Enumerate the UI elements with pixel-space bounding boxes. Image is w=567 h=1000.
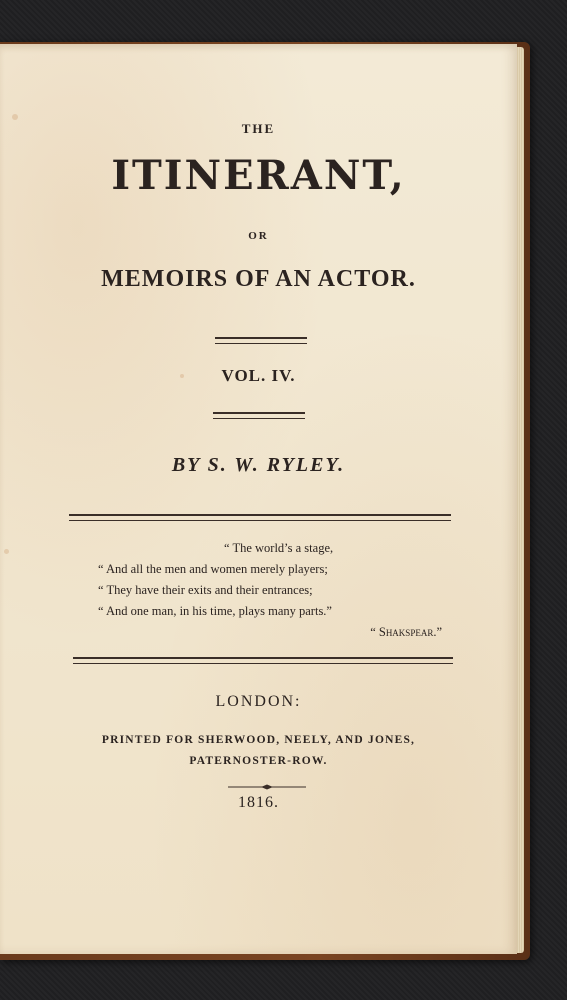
book-title: ITINERANT, — [111, 152, 406, 199]
imprint-printer: PRINTED FOR SHERWOOD, NEELY, AND JONES, — [101, 734, 416, 746]
author-byline: BY S. W. RYLEY. — [171, 454, 346, 476]
epigraph — [98, 538, 448, 643]
book-subtitle: MEMOIRS OF AN ACTOR. — [101, 266, 416, 292]
title-article: THE — [241, 121, 276, 136]
epigraph-attribution: “ Shakspear.” — [370, 625, 442, 639]
title-page — [0, 44, 517, 954]
epigraph-line: “ And one man, in his time, plays many parts.” — [98, 604, 332, 618]
title-conjunction: OR — [248, 230, 269, 242]
epigraph-line: “ They have their exits and their entrances; — [98, 583, 313, 597]
divider-rule — [213, 412, 305, 419]
ornament-rule-icon — [228, 784, 306, 790]
divider-rule — [215, 337, 307, 344]
imprint-address: PATERNOSTER-ROW. — [189, 755, 328, 767]
epigraph-line: “ And all the men and women merely players; — [98, 562, 328, 576]
foxing-spot — [4, 549, 9, 554]
epigraph-top-rule — [69, 514, 451, 521]
epigraph-bottom-rule — [73, 657, 453, 664]
volume-number: VOL. IV. — [221, 366, 296, 385]
foxing-spot — [12, 114, 18, 120]
imprint-city: LONDON: — [215, 693, 302, 710]
imprint-year: 1816. — [238, 794, 279, 811]
epigraph-line: “ The world’s a stage, — [224, 541, 334, 555]
